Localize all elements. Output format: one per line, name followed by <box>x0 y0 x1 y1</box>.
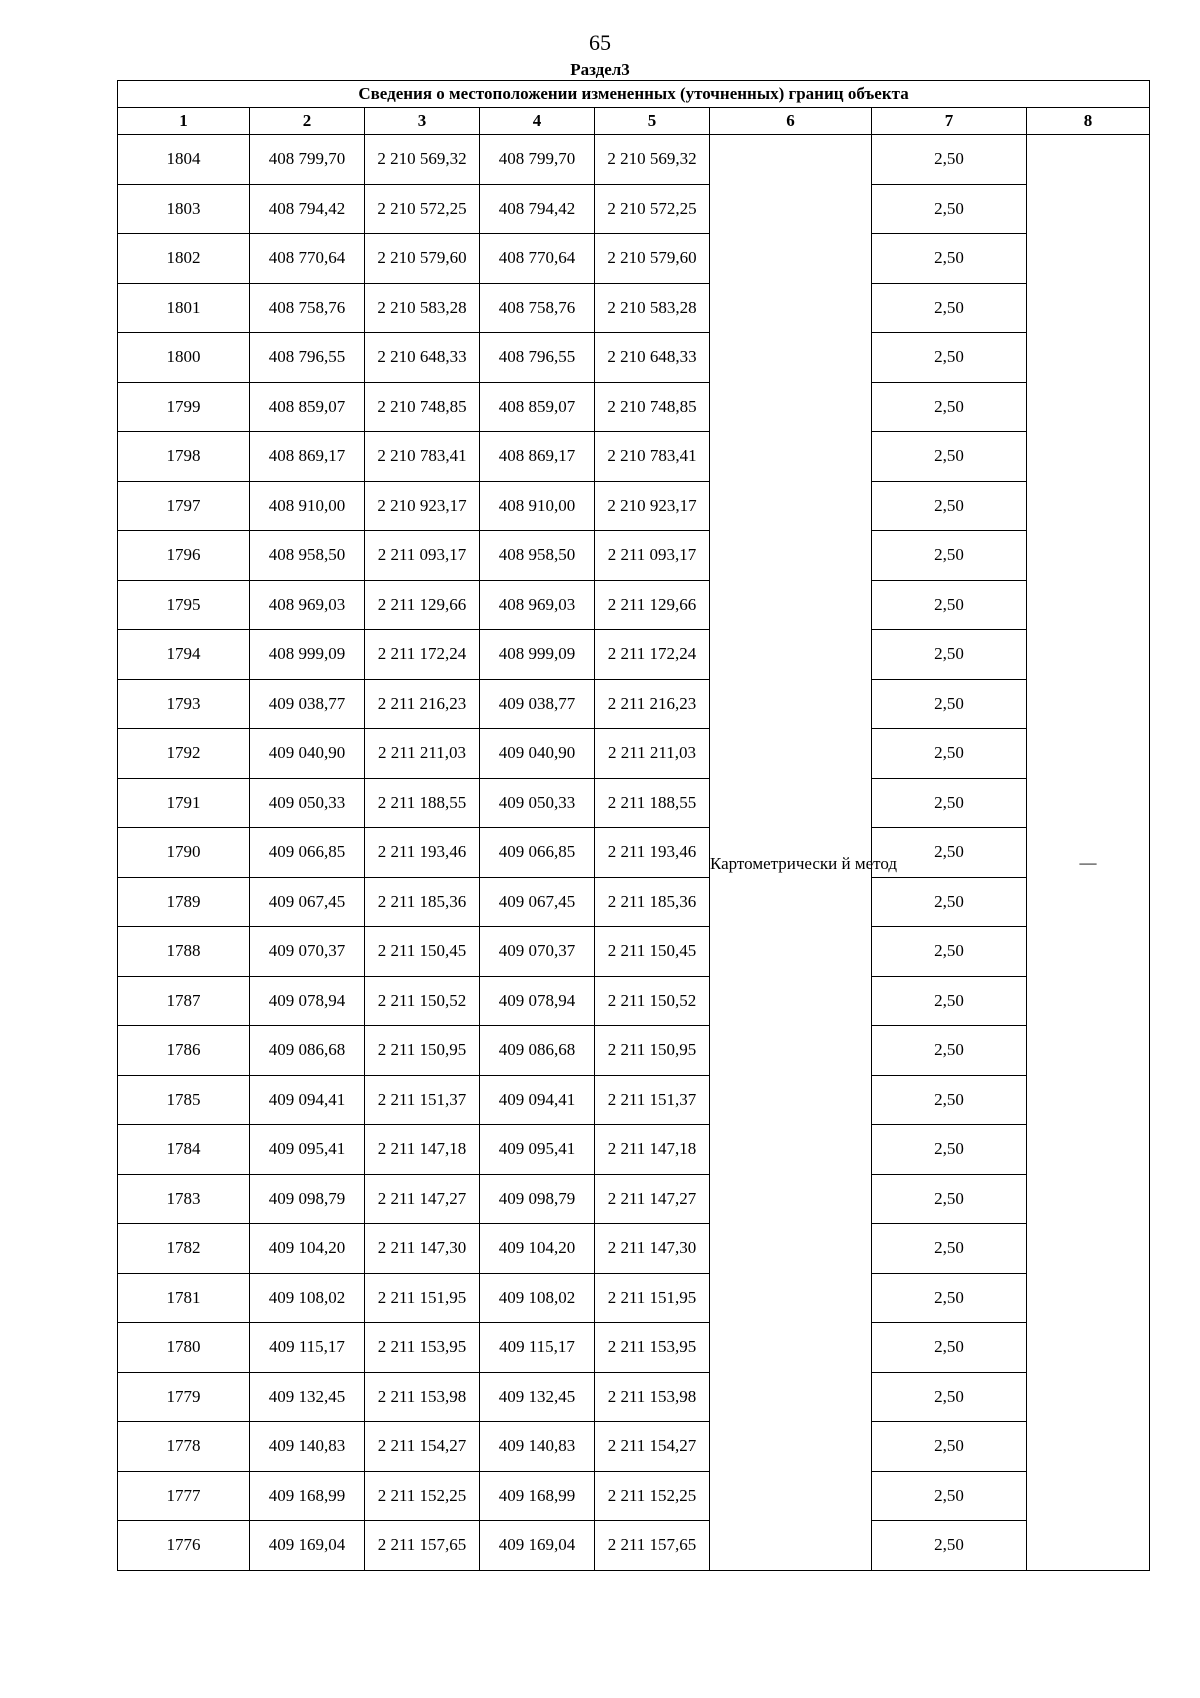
accuracy-cell: 2,50 <box>872 531 1027 581</box>
y-refined-cell: 2 211 153,98 <box>595 1372 710 1422</box>
y-existing-cell: 2 210 572,25 <box>365 184 480 234</box>
y-existing-cell: 2 211 157,65 <box>365 1521 480 1571</box>
table-row <box>118 778 1150 828</box>
method-cell: Картометрически й метод <box>710 135 872 1571</box>
x-existing-cell: 409 108,02 <box>250 1273 365 1323</box>
x-existing-cell: 409 050,33 <box>250 778 365 828</box>
x-refined-cell: 408 796,55 <box>480 333 595 383</box>
point-number-cell: 1802 <box>118 234 250 284</box>
y-refined-cell: 2 210 783,41 <box>595 432 710 482</box>
y-refined-cell: 2 211 150,45 <box>595 927 710 977</box>
page-number: 65 <box>589 30 611 55</box>
y-existing-cell: 2 211 147,30 <box>365 1224 480 1274</box>
point-number-cell: 1785 <box>118 1075 250 1125</box>
table-row <box>118 828 1150 878</box>
point-number-cell: 1784 <box>118 1125 250 1175</box>
x-existing-cell: 409 086,68 <box>250 1026 365 1076</box>
table-caption: Сведения о местоположении измененных (уточненных) границ объекта <box>118 81 1150 108</box>
accuracy-cell: 2,50 <box>872 1273 1027 1323</box>
x-refined-cell: 409 140,83 <box>480 1422 595 1472</box>
accuracy-cell: 2,50 <box>872 1422 1027 1472</box>
y-existing-cell: 2 211 151,95 <box>365 1273 480 1323</box>
table-row <box>118 679 1150 729</box>
table-row <box>118 580 1150 630</box>
x-refined-cell: 409 095,41 <box>480 1125 595 1175</box>
x-existing-cell: 409 094,41 <box>250 1075 365 1125</box>
point-number-cell: 1779 <box>118 1372 250 1422</box>
table-body <box>118 135 1150 1571</box>
accuracy-cell: 2,50 <box>872 630 1027 680</box>
table-row <box>118 877 1150 927</box>
accuracy-cell: 2,50 <box>872 1075 1027 1125</box>
accuracy-cell: 2,50 <box>872 729 1027 779</box>
y-refined-cell: 2 211 150,52 <box>595 976 710 1026</box>
column-number-header: 7 <box>872 108 1027 135</box>
y-refined-cell: 2 210 923,17 <box>595 481 710 531</box>
x-refined-cell: 408 869,17 <box>480 432 595 482</box>
point-number-cell: 1794 <box>118 630 250 680</box>
y-refined-cell: 2 211 150,95 <box>595 1026 710 1076</box>
y-refined-cell: 2 211 172,24 <box>595 630 710 680</box>
x-refined-cell: 409 067,45 <box>480 877 595 927</box>
x-existing-cell: 409 095,41 <box>250 1125 365 1175</box>
accuracy-cell: 2,50 <box>872 481 1027 531</box>
y-refined-cell: 2 210 572,25 <box>595 184 710 234</box>
y-refined-cell: 2 211 151,95 <box>595 1273 710 1323</box>
x-existing-cell: 409 140,83 <box>250 1422 365 1472</box>
x-existing-cell: 409 098,79 <box>250 1174 365 1224</box>
y-existing-cell: 2 211 129,66 <box>365 580 480 630</box>
y-existing-cell: 2 211 153,95 <box>365 1323 480 1373</box>
x-refined-cell: 409 040,90 <box>480 729 595 779</box>
x-existing-cell: 408 910,00 <box>250 481 365 531</box>
y-refined-cell: 2 211 147,18 <box>595 1125 710 1175</box>
y-existing-cell: 2 211 172,24 <box>365 630 480 680</box>
section-title: Раздел3 <box>570 60 630 79</box>
point-number-cell: 1799 <box>118 382 250 432</box>
y-existing-cell: 2 211 152,25 <box>365 1471 480 1521</box>
table-row <box>118 234 1150 284</box>
column-number-header: 6 <box>710 108 872 135</box>
point-number-cell: 1780 <box>118 1323 250 1373</box>
table-row <box>118 1125 1150 1175</box>
y-refined-cell: 2 211 193,46 <box>595 828 710 878</box>
column-number-header: 5 <box>595 108 710 135</box>
accuracy-cell: 2,50 <box>872 778 1027 828</box>
point-number-cell: 1790 <box>118 828 250 878</box>
accuracy-cell: 2,50 <box>872 1471 1027 1521</box>
point-number-cell: 1782 <box>118 1224 250 1274</box>
x-existing-cell: 408 958,50 <box>250 531 365 581</box>
x-refined-cell: 408 758,76 <box>480 283 595 333</box>
point-number-cell: 1803 <box>118 184 250 234</box>
x-existing-cell: 408 969,03 <box>250 580 365 630</box>
accuracy-cell: 2,50 <box>872 877 1027 927</box>
y-existing-cell: 2 211 093,17 <box>365 531 480 581</box>
accuracy-cell: 2,50 <box>872 1521 1027 1571</box>
y-existing-cell: 2 211 193,46 <box>365 828 480 878</box>
x-existing-cell: 408 758,76 <box>250 283 365 333</box>
column-number-header: 1 <box>118 108 250 135</box>
y-refined-cell: 2 211 147,30 <box>595 1224 710 1274</box>
table-row <box>118 1273 1150 1323</box>
x-existing-cell: 409 104,20 <box>250 1224 365 1274</box>
point-number-cell: 1792 <box>118 729 250 779</box>
y-existing-cell: 2 211 147,18 <box>365 1125 480 1175</box>
table-row <box>118 283 1150 333</box>
table-row <box>118 1174 1150 1224</box>
y-existing-cell: 2 211 216,23 <box>365 679 480 729</box>
table-row <box>118 630 1150 680</box>
point-number-cell: 1796 <box>118 531 250 581</box>
x-refined-cell: 408 910,00 <box>480 481 595 531</box>
column-number-header: 4 <box>480 108 595 135</box>
table-row <box>118 333 1150 383</box>
y-existing-cell: 2 210 923,17 <box>365 481 480 531</box>
point-number-cell: 1786 <box>118 1026 250 1076</box>
table-row <box>118 1224 1150 1274</box>
y-existing-cell: 2 211 153,98 <box>365 1372 480 1422</box>
table-row <box>118 135 1150 185</box>
x-refined-cell: 408 999,09 <box>480 630 595 680</box>
x-refined-cell: 408 859,07 <box>480 382 595 432</box>
point-number-cell: 1795 <box>118 580 250 630</box>
x-refined-cell: 409 104,20 <box>480 1224 595 1274</box>
x-existing-cell: 408 859,07 <box>250 382 365 432</box>
x-existing-cell: 409 132,45 <box>250 1372 365 1422</box>
x-existing-cell: 409 078,94 <box>250 976 365 1026</box>
x-existing-cell: 409 070,37 <box>250 927 365 977</box>
accuracy-cell: 2,50 <box>872 184 1027 234</box>
y-refined-cell: 2 210 579,60 <box>595 234 710 284</box>
y-refined-cell: 2 211 129,66 <box>595 580 710 630</box>
accuracy-cell: 2,50 <box>872 1372 1027 1422</box>
y-existing-cell: 2 211 185,36 <box>365 877 480 927</box>
x-existing-cell: 408 869,17 <box>250 432 365 482</box>
x-refined-cell: 408 799,70 <box>480 135 595 185</box>
x-refined-cell: 409 098,79 <box>480 1174 595 1224</box>
point-number-cell: 1778 <box>118 1422 250 1472</box>
y-refined-cell: 2 211 151,37 <box>595 1075 710 1125</box>
accuracy-cell: 2,50 <box>872 580 1027 630</box>
y-existing-cell: 2 210 648,33 <box>365 333 480 383</box>
x-existing-cell: 408 794,42 <box>250 184 365 234</box>
accuracy-cell: 2,50 <box>872 135 1027 185</box>
x-existing-cell: 409 066,85 <box>250 828 365 878</box>
point-number-cell: 1788 <box>118 927 250 977</box>
y-existing-cell: 2 210 583,28 <box>365 283 480 333</box>
x-existing-cell: 409 038,77 <box>250 679 365 729</box>
x-refined-cell: 409 132,45 <box>480 1372 595 1422</box>
table-row <box>118 729 1150 779</box>
x-refined-cell: 409 038,77 <box>480 679 595 729</box>
y-refined-cell: 2 211 147,27 <box>595 1174 710 1224</box>
y-existing-cell: 2 211 188,55 <box>365 778 480 828</box>
x-refined-cell: 409 168,99 <box>480 1471 595 1521</box>
column-8-cell: — <box>1027 135 1150 1571</box>
x-refined-cell: 409 078,94 <box>480 976 595 1026</box>
accuracy-cell: 2,50 <box>872 234 1027 284</box>
point-number-cell: 1804 <box>118 135 250 185</box>
x-refined-cell: 409 115,17 <box>480 1323 595 1373</box>
column-number-header: 8 <box>1027 108 1150 135</box>
table-row <box>118 1372 1150 1422</box>
x-refined-cell: 408 794,42 <box>480 184 595 234</box>
table-row <box>118 531 1150 581</box>
y-refined-cell: 2 211 154,27 <box>595 1422 710 1472</box>
table-row <box>118 481 1150 531</box>
accuracy-cell: 2,50 <box>872 1125 1027 1175</box>
x-refined-cell: 409 050,33 <box>480 778 595 828</box>
accuracy-cell: 2,50 <box>872 1174 1027 1224</box>
y-refined-cell: 2 211 093,17 <box>595 531 710 581</box>
y-existing-cell: 2 211 147,27 <box>365 1174 480 1224</box>
y-refined-cell: 2 211 152,25 <box>595 1471 710 1521</box>
point-number-cell: 1791 <box>118 778 250 828</box>
accuracy-cell: 2,50 <box>872 828 1027 878</box>
x-existing-cell: 409 168,99 <box>250 1471 365 1521</box>
point-number-cell: 1777 <box>118 1471 250 1521</box>
x-existing-cell: 409 169,04 <box>250 1521 365 1571</box>
table-row <box>118 976 1150 1026</box>
x-refined-cell: 409 094,41 <box>480 1075 595 1125</box>
table-row <box>118 432 1150 482</box>
point-number-cell: 1789 <box>118 877 250 927</box>
table-row <box>118 1521 1150 1571</box>
y-existing-cell: 2 210 783,41 <box>365 432 480 482</box>
table-row <box>118 184 1150 234</box>
accuracy-cell: 2,50 <box>872 432 1027 482</box>
point-number-cell: 1798 <box>118 432 250 482</box>
y-existing-cell: 2 211 150,45 <box>365 927 480 977</box>
x-refined-cell: 408 969,03 <box>480 580 595 630</box>
x-refined-cell: 409 070,37 <box>480 927 595 977</box>
point-number-cell: 1787 <box>118 976 250 1026</box>
x-refined-cell: 408 770,64 <box>480 234 595 284</box>
point-number-cell: 1776 <box>118 1521 250 1571</box>
point-number-cell: 1797 <box>118 481 250 531</box>
x-refined-cell: 409 169,04 <box>480 1521 595 1571</box>
x-refined-cell: 409 108,02 <box>480 1273 595 1323</box>
y-refined-cell: 2 211 157,65 <box>595 1521 710 1571</box>
y-refined-cell: 2 211 153,95 <box>595 1323 710 1373</box>
column-number-row <box>118 108 1150 135</box>
point-number-cell: 1801 <box>118 283 250 333</box>
accuracy-cell: 2,50 <box>872 679 1027 729</box>
x-existing-cell: 408 770,64 <box>250 234 365 284</box>
point-number-cell: 1800 <box>118 333 250 383</box>
table-row <box>118 927 1150 977</box>
table-row <box>118 1075 1150 1125</box>
table-row <box>118 382 1150 432</box>
y-refined-cell: 2 211 216,23 <box>595 679 710 729</box>
y-existing-cell: 2 211 151,37 <box>365 1075 480 1125</box>
accuracy-cell: 2,50 <box>872 976 1027 1026</box>
accuracy-cell: 2,50 <box>872 1026 1027 1076</box>
x-existing-cell: 409 067,45 <box>250 877 365 927</box>
x-refined-cell: 409 066,85 <box>480 828 595 878</box>
accuracy-cell: 2,50 <box>872 283 1027 333</box>
accuracy-cell: 2,50 <box>872 333 1027 383</box>
column-number-header: 3 <box>365 108 480 135</box>
y-refined-cell: 2 210 748,85 <box>595 382 710 432</box>
accuracy-cell: 2,50 <box>872 1224 1027 1274</box>
table-row <box>118 1026 1150 1076</box>
y-refined-cell: 2 210 648,33 <box>595 333 710 383</box>
y-refined-cell: 2 211 188,55 <box>595 778 710 828</box>
x-existing-cell: 409 040,90 <box>250 729 365 779</box>
accuracy-cell: 2,50 <box>872 1323 1027 1373</box>
boundary-coordinates-table <box>117 80 1150 1571</box>
x-refined-cell: 409 086,68 <box>480 1026 595 1076</box>
y-existing-cell: 2 210 748,85 <box>365 382 480 432</box>
accuracy-cell: 2,50 <box>872 927 1027 977</box>
table-row <box>118 1323 1150 1373</box>
y-refined-cell: 2 211 211,03 <box>595 729 710 779</box>
y-existing-cell: 2 211 211,03 <box>365 729 480 779</box>
x-existing-cell: 409 115,17 <box>250 1323 365 1373</box>
table-row <box>118 1422 1150 1472</box>
table-row <box>118 1471 1150 1521</box>
y-existing-cell: 2 211 154,27 <box>365 1422 480 1472</box>
accuracy-cell: 2,50 <box>872 382 1027 432</box>
y-refined-cell: 2 210 583,28 <box>595 283 710 333</box>
point-number-cell: 1793 <box>118 679 250 729</box>
column-number-header: 2 <box>250 108 365 135</box>
y-refined-cell: 2 211 185,36 <box>595 877 710 927</box>
x-existing-cell: 408 999,09 <box>250 630 365 680</box>
point-number-cell: 1783 <box>118 1174 250 1224</box>
y-existing-cell: 2 211 150,52 <box>365 976 480 1026</box>
x-existing-cell: 408 796,55 <box>250 333 365 383</box>
x-existing-cell: 408 799,70 <box>250 135 365 185</box>
x-refined-cell: 408 958,50 <box>480 531 595 581</box>
y-existing-cell: 2 210 569,32 <box>365 135 480 185</box>
y-existing-cell: 2 211 150,95 <box>365 1026 480 1076</box>
point-number-cell: 1781 <box>118 1273 250 1323</box>
y-refined-cell: 2 210 569,32 <box>595 135 710 185</box>
y-existing-cell: 2 210 579,60 <box>365 234 480 284</box>
